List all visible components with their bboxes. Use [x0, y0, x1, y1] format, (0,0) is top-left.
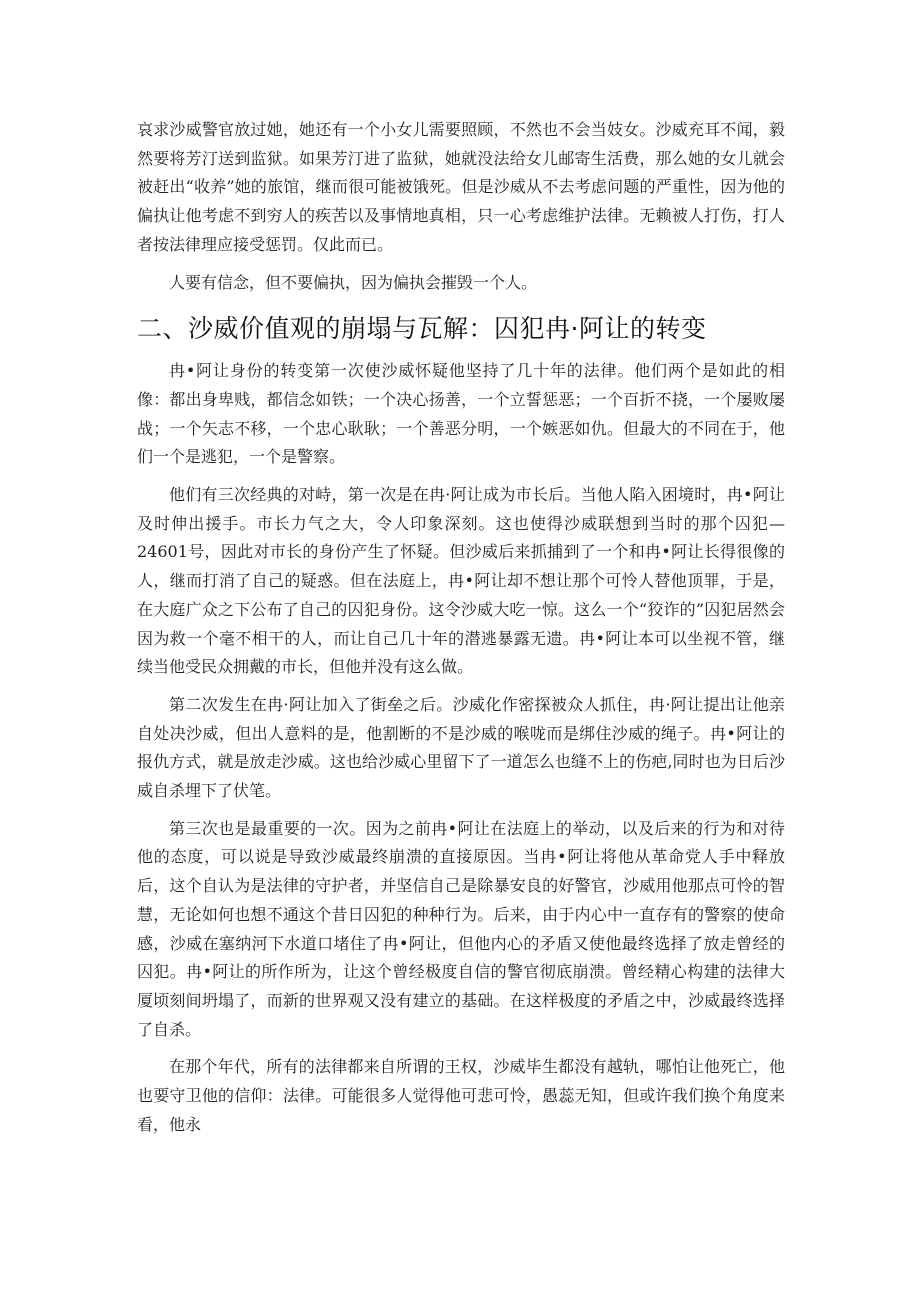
- body-paragraph: 第三次也是最重要的一次。因为之前冉•阿让在法庭上的举动，以及后来的行为和对待他的态度，可以说是导致沙威最终崩溃的直接原因。当冉•阿让将他从革命党人手中释放后，这个自认为是法律的守护者，并坚信自己是除暴安良的好警官，沙威用他那点可怜的智慧，无论如何也想不通这个昔日囚犯的种种行为。后来，由于内心中一直存有的警察的使命感，沙威在塞纳河下水道口堵住了冉•阿让，但他内心的矛盾又使他最终选择了放走曾经的囚犯。冉•阿让的所作所为，让这个曾经极度自信的警官彻底崩溃。曾经精心构建的法律大厦顷刻间坍塌了，而新的世界观又没有建立的基础。在这样极度的矛盾之中，沙威最终选择了自杀。: [137, 818, 785, 1039]
- body-paragraph: 他们有三次经典的对峙，第一次是在冉·阿让成为市长后。当他人陷入困境时，冉•阿让及时伸出援手。市长力气之大，令人印象深刻。这也使得沙威联想到当时的那个囚犯—24601号，因此对市长的身份产生了怀疑。但沙威后来抓捕到了一个和冉•阿让长得很像的人，继而打消了自己的疑惑。但在法庭上，冉•阿让却不想让那个可怜人替他顶罪，于是，在大庭广众之下公布了自己的囚犯身份。这令沙威大吃一惊。这么一个“狡诈的”囚犯居然会因为救一个毫不相干的人，而让自己几十年的潜逃暴露无遗。冉•阿让本可以坐视不管，继续当他受民众拥戴的市长，但他并没有这么做。: [137, 485, 785, 677]
- paragraph-spacer: [137, 260, 785, 269]
- body-paragraph: 冉•阿让身份的转变第一次使沙威怀疑他坚持了几十年的法律。他们两个是如此的相像：都出身卑贱，都信念如铁；一个决心扬善，一个立誓惩恶；一个百折不挠，一个屡败屡战；一个矢志不移，一个忠心耿耿；一个善恶分明，一个嫉恶如仇。但最大的不同在于，他们一个是逃犯，一个是警察。: [137, 361, 785, 467]
- paragraph-spacer: [137, 806, 785, 815]
- body-paragraph: 人要有信念，但不要偏执，因为偏执会摧毁一个人。: [169, 272, 538, 292]
- body-paragraph: 哀求沙威警官放过她，她还有一个小女儿需要照顾，不然也不会当妓女。沙威充耳不闻，毅然要将芳汀送到监狱。如果芳汀进了监狱，她就没法给女儿邮寄生活费，那么她的女儿就会被赶出“收养”她的旅馆，继而很可能被饿死。但是沙威从不去考虑问题的严重性，因为他的偏执让他考虑不到穷人的疾苦以及事情地真相，只一心考虑维护法律。无赖被人打伤，打人者按法律理应接受惩罚。仅此而已。: [137, 120, 785, 254]
- section-heading: 二、沙威价值观的崩塌与瓦解：囚犯冉·阿让的转变: [137, 314, 707, 344]
- paragraph-spacer: [137, 1044, 785, 1053]
- document-body: [137, 116, 785, 1140]
- paragraph-spacer: [137, 472, 785, 481]
- body-paragraph: 在那个年代，所有的法律都来自所谓的王权，沙威毕生都没有越轨，哪怕让他死亡，他也要守卫他的信仰：法律。可能很多人觉得他可悲可怜，愚蕊无知，但或许我们换个角度来看，他永: [137, 1057, 785, 1134]
- paragraph-spacer: [137, 682, 785, 691]
- body-paragraph: 第二次发生在冉·阿让加入了街垒之后。沙威化作密探被众人抓住，冉·阿让提出让他亲自处决沙威，但出人意料的是，他割断的不是沙威的喉咙而是绑住沙威的绳子。冉•阿让的报仇方式，就是放走沙威。这也给沙威心里留下了一道怎么也缝不上的伤疤,同时也为日后沙威自杀埋下了伏笔。: [137, 694, 785, 801]
